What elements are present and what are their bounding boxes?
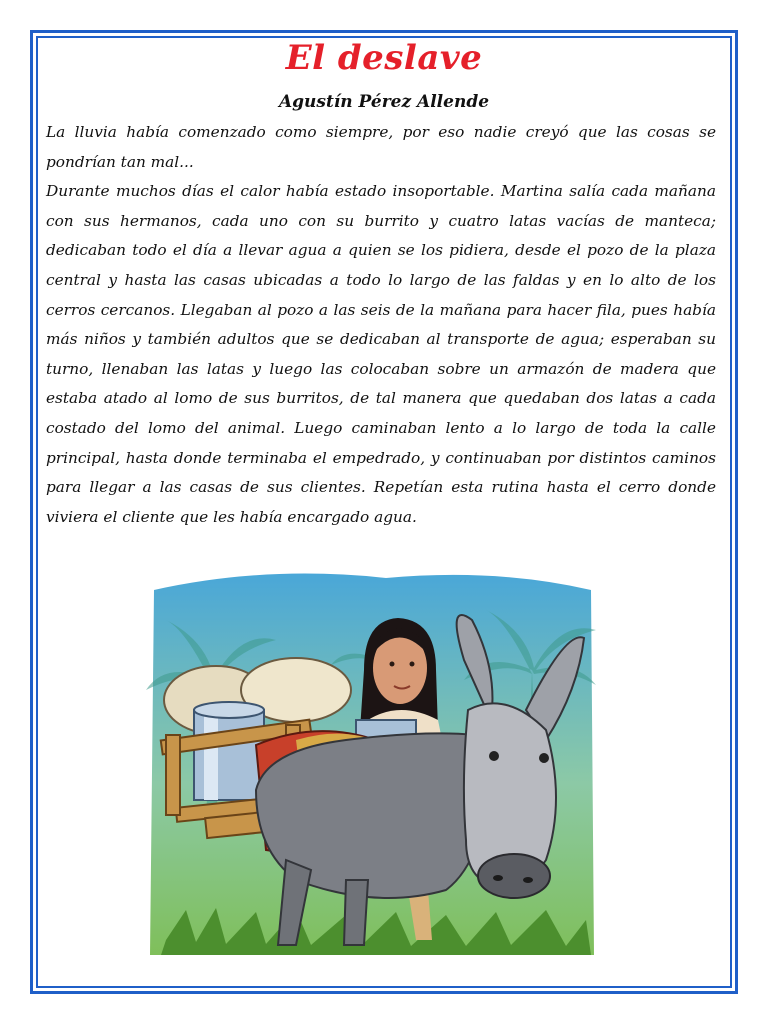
story-title: El deslave: [285, 38, 483, 78]
girl-with-donkey-illustration: [146, 560, 600, 955]
story-paragraph-2: Durante muchos días el calor había estado insoportable. Martina salía cada mañana con sus hermanos, cada uno con su burrito y cuatro latas vacías de manteca; dedicaban todo el día a llevar agua a quien se los pidiera, desde el pozo de la plaza central y hasta las casas ubicadas a todo lo largo de las faldas y en lo alto de los cerros cercanos. Llegaban al pozo a las seis de la mañana para hacer fila, pues había más niños y también adultos que se dedicaban al transporte de agua; esperaban su turno, llenaban las latas y luego las colocaban sobre un armazón de madera que estaba atado al lomo de sus burritos, de tal manera que quedaban dos latas a cada costado del lomo del animal. Luego caminaban lento a lo largo de toda la calle principal, hasta donde terminaba el empedrado, y continuaban por distintos caminos para llegar a las casas de sus clientes. Repetían esta rutina hasta el cerro donde viviera el cliente que les había encargado agua.: [46, 182, 716, 526]
story-body: [46, 118, 716, 532]
story-paragraph-1: La lluvia había comenzado como siempre, por eso nadie creyó que las cosas se pondrían tan mal...: [46, 123, 716, 171]
story-author: Agustín Pérez Allende: [278, 92, 490, 112]
